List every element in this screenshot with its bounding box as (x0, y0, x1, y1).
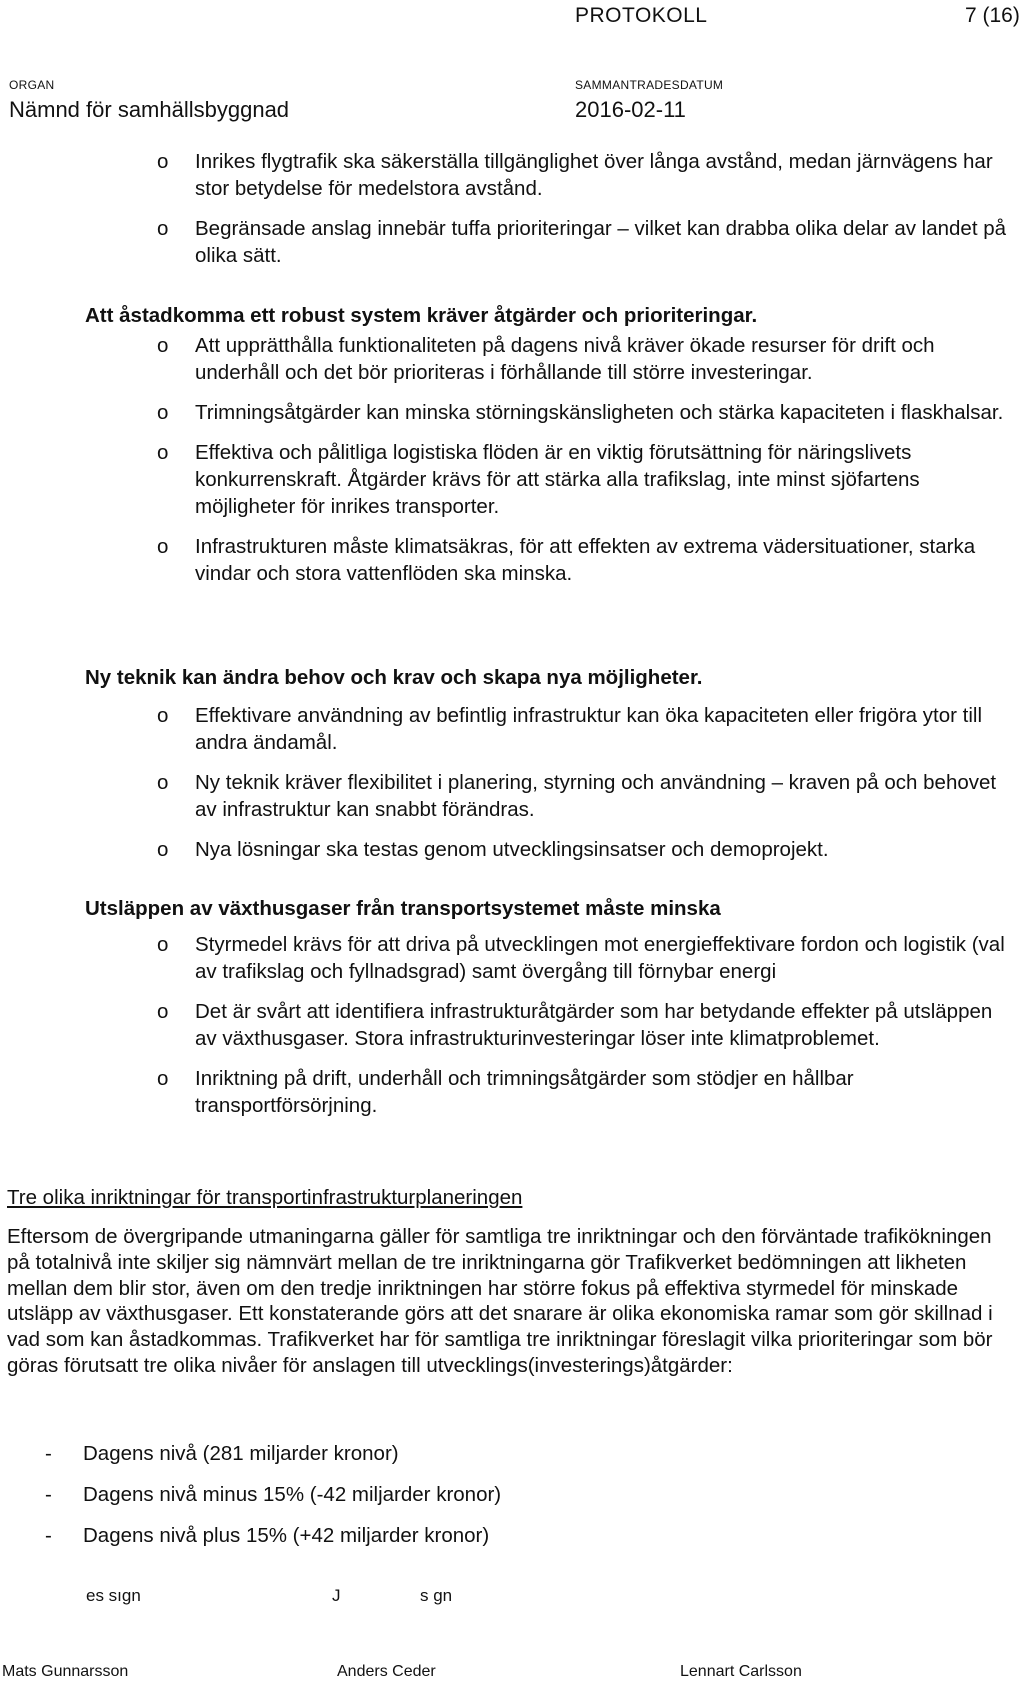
organ-label: ORGAN (9, 78, 55, 92)
list-item (120, 769, 1010, 823)
signer-name-3: Lennart Carlsson (680, 1663, 802, 1680)
list-item (120, 533, 1020, 587)
list-item-text: Dagens nivå plus 15% (+42 miljarder kronor) (83, 1524, 490, 1547)
signer-name-2: Anders Ceder (337, 1663, 436, 1680)
dash-marker: - (45, 1483, 52, 1506)
list-item (7, 1522, 501, 1550)
signature-1: es sıgn (86, 1586, 141, 1605)
document-type: PROTOKOLL (575, 4, 708, 27)
list-item (120, 836, 1010, 863)
list-item-text: Effektiva och pålitliga logistiska flöden är en viktig förutsättning för näringslivets konkurrenskraft. Åtgärder krävs för att stärka alla trafikslag, inte minst sjöfartens möjligheter för inrikes transporter. (195, 441, 920, 518)
list-item-text: Effektivare användning av befintlig infrastruktur kan öka kapaciteten eller frigöra ytor till andra ändamål. (195, 704, 983, 754)
meeting-date: 2016-02-11 (575, 97, 686, 122)
bullet-marker: o (157, 401, 169, 424)
page-number: 7 (16) (965, 4, 1020, 27)
bullet-list-2 (120, 332, 1020, 600)
list-item (120, 215, 1010, 269)
list-item-text: Det är svårt att identifiera infrastrukturåtgärder som har betydande effekter på utsläppen av växthusgaser. Stora infrastrukturinvesteringar löser inte klimatproblemet. (195, 1000, 993, 1050)
bullet-marker: o (157, 217, 169, 240)
list-item (7, 1440, 501, 1468)
list-item (120, 998, 1010, 1052)
bullet-marker: o (157, 771, 169, 794)
section-heading-new-technology: Ny teknik kan ändra behov och krav och skapa nya möjligheter. (85, 666, 703, 689)
dash-list (7, 1440, 501, 1563)
dash-marker: - (45, 1524, 52, 1547)
bullet-marker: o (157, 150, 169, 173)
list-item-text: Begränsade anslag innebär tuffa prioriteringar – vilket kan drabba olika delar av landet på olika sätt. (195, 217, 1007, 267)
bullet-marker: o (157, 1000, 169, 1023)
bullet-marker: o (157, 1067, 169, 1090)
list-item (7, 1481, 501, 1509)
bullet-list-3 (120, 702, 1010, 876)
list-item-text: Dagens nivå (281 miljarder kronor) (83, 1442, 399, 1465)
list-item (120, 702, 1010, 756)
section-heading-three-directions: Tre olika inriktningar för transportinfrastrukturplaneringen (7, 1186, 523, 1209)
section-heading-robust-system: Att åstadkomma ett robust system kräver åtgärder och prioriteringar. (85, 304, 758, 327)
list-item-text: Ny teknik kräver flexibilitet i planering, styrning och användning – kraven på och behovet av infrastruktur kan snabbt förändras. (195, 771, 997, 821)
body-paragraph: Eftersom de övergripande utmaningarna gäller för samtliga tre inriktningar och den förväntade trafikökningen på totalnivå inte skiljer sig nämnvärt mellan de tre inriktningarna gör Trafikverket bedömningen att likheten mellan dem blir stor, även om den tredje inriktningen har större fokus på effektiva styrmedel för minskade utsläpp av växthusgaser. Ett konstaterande görs att det snarare är olika ekonomiska ramar som gör skillnad i vad som kan åstadkommas. Trafikverket har för samtliga tre inriktningar föreslagit vilka prioriteringar som bör göras förutsatt tre olika nivåer för anslagen till utvecklings(investerings)åtgärder: (7, 1225, 993, 1377)
list-item-text: Styrmedel krävs för att driva på utvecklingen mot energieffektivare fordon och logistik (val av trafikslag och fyllnadsgrad) samt övergång till förnybar energi (195, 933, 1005, 983)
list-item-text: Inriktning på drift, underhåll och trimningsåtgärder som stödjer en hållbar transportförsörjning. (195, 1067, 854, 1117)
signature-2: J (332, 1586, 341, 1605)
list-item-text: Trimningsåtgärder kan minska störningskänsligheten och stärka kapaciteten i flaskhalsar. (195, 401, 1004, 424)
date-label: SAMMANTRADESDATUM (575, 78, 724, 92)
bullet-marker: o (157, 535, 169, 558)
signature-3: s gn (420, 1586, 453, 1605)
bullet-list-4 (120, 931, 1010, 1132)
list-item-text: Inrikes flygtrafik ska säkerställa tillgänglighet över långa avstånd, medan järnvägens har stor betydelse för medelstora avstånd. (195, 150, 993, 200)
list-item (120, 1065, 1010, 1119)
list-item-text: Nya lösningar ska testas genom utvecklingsinsatser och demoprojekt. (195, 838, 829, 861)
bullet-marker: o (157, 704, 169, 727)
organ-value: Nämnd för samhällsbyggnad (9, 97, 290, 122)
bullet-marker: o (157, 933, 169, 956)
list-item-text: Att upprätthålla funktionaliteten på dagens nivå kräver ökade resurser för drift och underhåll och det bör prioriteras i förhållande till större investeringar. (195, 334, 935, 384)
list-item (120, 148, 1010, 202)
list-item-text: Infrastrukturen måste klimatsäkras, för att effekten av extrema vädersituationer, starka vindar och stora vattenflöden ska minska. (195, 535, 976, 585)
list-item-text: Dagens nivå minus 15% (-42 miljarder kronor) (83, 1483, 502, 1506)
list-item (120, 332, 1020, 386)
bullet-marker: o (157, 838, 169, 861)
bullet-marker: o (157, 334, 169, 357)
dash-marker: - (45, 1442, 52, 1465)
bullet-list-1 (120, 148, 1010, 282)
signer-name-1: Mats Gunnarsson (2, 1663, 129, 1680)
bullet-marker: o (157, 441, 169, 464)
list-item (120, 931, 1010, 985)
list-item (120, 399, 1020, 426)
list-item (120, 439, 1020, 520)
section-heading-emissions: Utsläppen av växthusgaser från transportsystemet måste minska (85, 897, 721, 920)
